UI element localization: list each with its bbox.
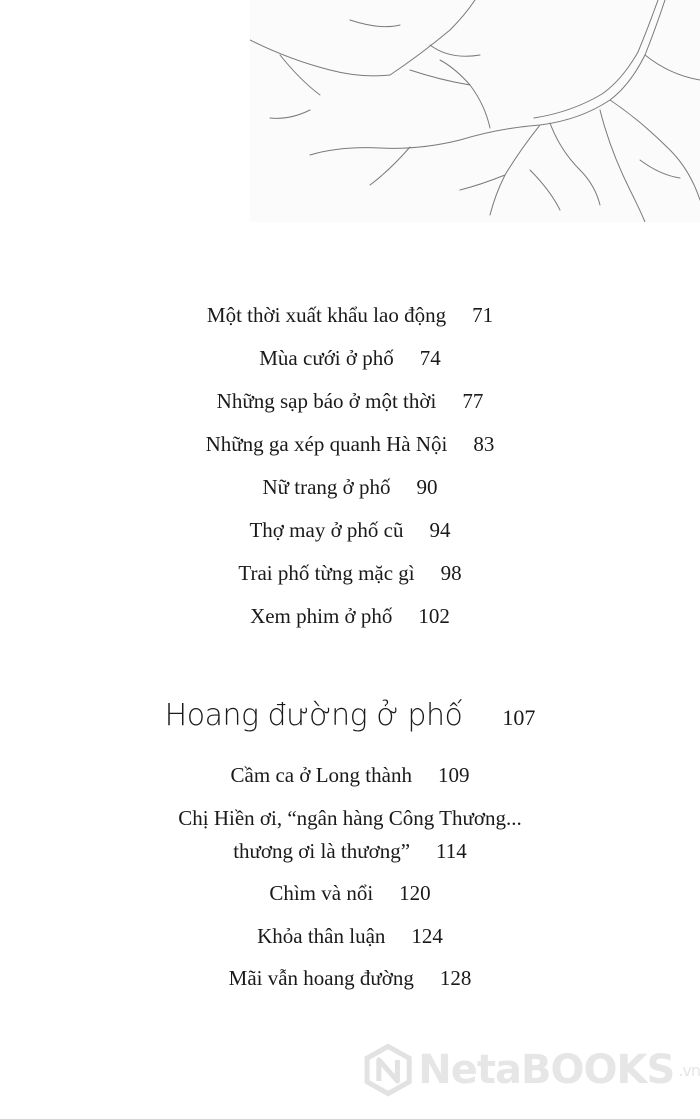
toc-entry[interactable]: [0, 429, 700, 459]
toc-entry-title: Xem phim ở phố: [250, 604, 393, 628]
toc-entry-title: Những sạp báo ở một thời: [216, 389, 437, 413]
toc-entry-page: 120: [399, 881, 431, 905]
toc-entry[interactable]: [0, 878, 700, 908]
toc-entry-page: 90: [416, 475, 438, 499]
toc-entry-page: 71: [472, 303, 494, 327]
toc-entry-title: Những ga xép quanh Hà Nội: [205, 432, 448, 456]
section-page: 107: [502, 705, 536, 730]
toc-section-heading[interactable]: [0, 698, 700, 733]
toc-entry[interactable]: [0, 386, 700, 416]
toc-entry-page: 74: [419, 346, 441, 370]
watermark-suffix: .vn: [678, 1060, 700, 1080]
toc-entry[interactable]: [0, 921, 700, 951]
toc-entry-title: Khỏa thân luận: [257, 924, 386, 948]
toc-entry-title: Chìm và nổi: [269, 881, 374, 905]
toc-entry-title: Thợ may ở phố cũ: [249, 518, 404, 542]
toc-entry-page: 128: [439, 966, 472, 990]
toc-entry-page: 98: [440, 561, 462, 585]
toc-entry[interactable]: [0, 760, 700, 790]
toc-entry-title-line1: Chị Hiền ơi, “ngân hàng Công Thương...: [178, 806, 522, 830]
toc-entry-title: Trai phố từng mặc gì: [238, 561, 415, 585]
toc-entry-title: Nữ trang ở phố: [262, 475, 391, 499]
toc-entry-title: Mãi vẫn hoang đường: [228, 966, 414, 990]
toc-entry-page: 102: [418, 604, 450, 628]
toc-entry-title-line2: thương ơi là thương”: [233, 839, 411, 863]
toc-entry-title: Mùa cưới ở phố: [259, 346, 394, 370]
toc-entry-page: 94: [429, 518, 451, 542]
tree-branch-sketch: [250, 0, 700, 222]
toc-entry-page: 83: [473, 432, 495, 456]
toc-entry[interactable]: [0, 300, 700, 330]
toc-entry-page: 109: [437, 763, 470, 787]
toc-entry[interactable]: [0, 803, 700, 833]
toc-entry-title: Một thời xuất khẩu lao động: [206, 303, 447, 327]
toc-entry[interactable]: [0, 472, 700, 502]
toc-entry[interactable]: [0, 601, 700, 631]
watermark-brand: NetaBOOKS: [418, 1047, 675, 1093]
toc-entry-page: 114: [436, 839, 467, 863]
toc-entry[interactable]: [0, 343, 700, 373]
netabooks-watermark: [362, 1034, 700, 1106]
toc-entry-page: 77: [462, 389, 484, 413]
toc-entry[interactable]: [0, 558, 700, 588]
section-title: Hoang đường ở phố: [164, 698, 463, 733]
toc-entry-title: Cầm ca ở Long thành: [230, 763, 412, 787]
toc-entry-page: 124: [411, 924, 443, 948]
toc-entry-continuation[interactable]: [0, 836, 700, 866]
netabooks-logo-icon: [362, 1039, 414, 1101]
toc-entry[interactable]: [0, 963, 700, 993]
toc-entry[interactable]: [0, 515, 700, 545]
